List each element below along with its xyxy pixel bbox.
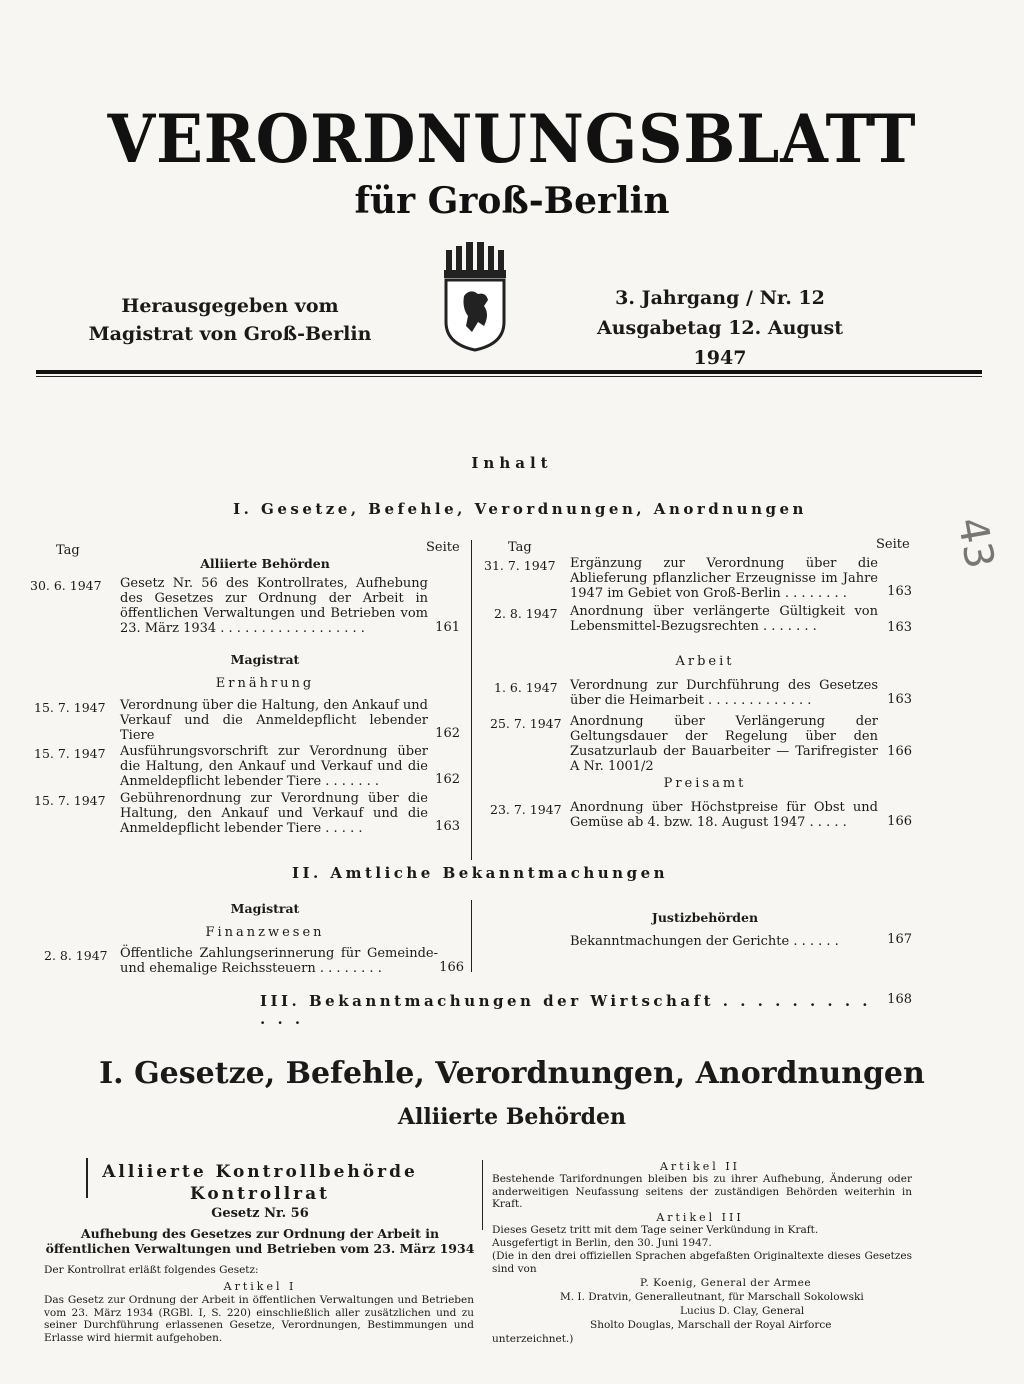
toc-s2-group-magistrat: Magistrat — [230, 901, 300, 916]
toc-page: 162 — [435, 772, 460, 787]
handwritten-margin-note: 43 — [948, 513, 1003, 573]
toc-entry-text: Anordnung über Höchstpreise für Obst und Gemüse ab 4. bzw. 18. August 1947 . . . . . — [570, 800, 878, 830]
toc-entry-text: Gebührenordnung zur Verordnung über die Haltung, den Ankauf und Verkauf und die Anmeldepflicht lebender Tiere . . . . . — [120, 791, 428, 836]
toc-page: 166 — [887, 744, 912, 759]
toc-page: 168 — [887, 992, 912, 1007]
issue-line1: 3. Jahrgang / Nr. 12 — [615, 287, 825, 309]
body-signature-note: (Die in den drei offiziellen Sprachen abgefaßten Originaltexte dieses Gesetzes sind von — [492, 1250, 912, 1275]
toc-sub-preisamt: Preisamt — [663, 776, 747, 791]
body-article2-heading: Artikel II — [659, 1160, 741, 1173]
col-seite-left: Seite — [426, 540, 460, 555]
issue-line2: Ausgabetag 12. August 1947 — [596, 317, 843, 369]
toc-section1-heading: I. Gesetze, Befehle, Verordnungen, Anordnungen — [233, 500, 807, 518]
col-seite-right: Seite — [876, 537, 910, 552]
body-article2-text: Bestehende Tarifordnungen bleiben bis zu ihrer Aufhebung, Änderung oder anderweitigen Neufassung seitens der zuständigen Behörden weiterhin in Kraft. — [492, 1173, 912, 1210]
newspaper-title: VERORDNUNGSBLATT — [107, 100, 917, 178]
body-signature-douglas: Sholto Douglas, Marschall der Royal Airforce — [590, 1319, 832, 1331]
body-signature-dratvin: M. I. Dratvin, Generalleutnant, für Marschall Sokolowski — [560, 1291, 864, 1303]
toc-date: 23. 7. 1947 — [490, 802, 562, 817]
toc-group-allied: Alliierte Behörden — [200, 556, 330, 571]
toc-date: 31. 7. 1947 — [484, 558, 556, 573]
toc-sub-finanzwesen: Finanzwesen — [205, 925, 325, 940]
toc-date: 15. 7. 1947 — [34, 700, 106, 715]
toc-page: 162 — [435, 726, 460, 741]
body-signature-koenig: P. Koenig, General der Armee — [640, 1277, 812, 1289]
publisher-line1: Herausgegeben vom — [121, 295, 339, 317]
toc-entry-text: Ergänzung zur Verordnung über die Ablieferung pflanzlicher Erzeugnisse im Jahre 1947 im Gebiet von Groß-Berlin . . . . . . . . — [570, 556, 878, 601]
issue-info — [570, 283, 870, 373]
toc-page: 163 — [435, 819, 460, 834]
toc-entry-text: Bekanntmachungen der Gerichte . . . . . . — [570, 934, 839, 949]
body-subheading: Alliierte Behörden — [397, 1104, 627, 1130]
toc-entry-text: Öffentliche Zahlungserinnerung für Gemeinde- und ehemalige Reichssteuern . . . . . . . . — [120, 946, 438, 976]
toc-date: 25. 7. 1947 — [490, 716, 562, 731]
toc-entry-text: Verordnung zur Durchführung des Gesetzes über die Heimarbeit . . . . . . . . . . . . . — [570, 678, 878, 708]
toc-page: 163 — [887, 692, 912, 707]
masthead-rule-thin — [36, 376, 982, 377]
toc-entry-text: Verordnung über die Haltung, den Ankauf und Verkauf und die Anmeldepflicht lebender Tiere — [120, 698, 428, 743]
toc-entry-text: Anordnung über verlängerte Gültigkeit von Lebensmittel-Bezugsrechten . . . . . . . — [570, 604, 878, 634]
berlin-coat-of-arms-icon — [438, 236, 512, 352]
body-article3-heading: Artikel III — [656, 1211, 744, 1224]
toc-page: 163 — [887, 584, 912, 599]
publisher-line2: Magistrat von Groß-Berlin — [88, 323, 372, 345]
toc-date: 30. 6. 1947 — [30, 578, 102, 593]
toc-heading: Inhalt — [471, 454, 553, 472]
body-signature-clay: Lucius D. Clay, General — [680, 1305, 805, 1317]
toc-entry-text: Anordnung über Verlängerung der Geltungsdauer der Regelung über den Zusatzurlaub der Bauarbeiter — Tarifregister A Nr. 1001/2 — [570, 714, 878, 774]
toc-entry-text: Ausführungsvorschrift zur Verordnung über die Haltung, den Ankauf und Verkauf und die Anmeldepflicht lebender Tiere . . . . . . . — [120, 744, 428, 789]
body-authority-heading: Alliierte Kontrollbehörde — [102, 1162, 418, 1182]
toc-date: 15. 7. 1947 — [34, 793, 106, 808]
newspaper-subtitle: für Groß-Berlin — [354, 180, 670, 222]
toc-date: 15. 7. 1947 — [34, 746, 106, 761]
body-signature-end: unterzeichnet.) — [492, 1333, 574, 1345]
body-article1-text: Das Gesetz zur Ordnung der Arbeit in öffentlichen Verwaltungen und Betrieben vom 23. März 1934 (RGBl. I, S. 220) einschließlich aller zusätzlichen und zu seiner Durchführung erlassenen Gesetze, Verordnungen, Bestimmungen und Erlasse wird hiermit aufgehoben. — [44, 1294, 474, 1344]
toc-section2-heading: II. Amtliche Bekanntmachungen — [291, 864, 669, 882]
toc-date: 2. 8. 1947 — [44, 948, 108, 963]
col-tag-right: Tag — [508, 540, 532, 555]
toc-date: 2. 8. 1947 — [494, 606, 558, 621]
toc-group-magistrat: Magistrat — [230, 652, 300, 667]
toc-page: 166 — [439, 960, 464, 975]
toc-entry-text: Gesetz Nr. 56 des Kontrollrates, Aufhebung des Gesetzes zur Ordnung der Arbeit in öffentlichen Verwaltungen und Betrieben vom 23. März 1934 . . . . . . . . . . . . . . . . . . — [120, 576, 428, 636]
masthead-rule — [36, 370, 982, 374]
toc-date: 1. 6. 1947 — [494, 680, 558, 695]
body-done-at: Ausgefertigt in Berlin, den 30. Juni 1947. — [492, 1237, 712, 1249]
publisher-info — [80, 292, 380, 348]
toc-page: 167 — [887, 932, 912, 947]
body-article1-heading: Artikel I — [223, 1280, 297, 1293]
body-column-divider — [482, 1160, 483, 1230]
toc-divider-s2 — [471, 900, 472, 972]
body-section-heading: I. Gesetze, Befehle, Verordnungen, Anordnungen — [99, 1056, 925, 1091]
toc-divider — [471, 540, 472, 860]
body-council-heading: Kontrollrat — [190, 1184, 330, 1204]
body-law-intro: Der Kontrollrat erläßt folgendes Gesetz: — [44, 1264, 259, 1276]
toc-page: 166 — [887, 814, 912, 829]
toc-s2-group-justiz: Justizbehörden — [651, 910, 759, 925]
body-law-title: Aufhebung des Gesetzes zur Ordnung der Arbeit in öffentlichen Verwaltungen und Betrieben vom 23. März 1934 — [45, 1226, 475, 1256]
body-law-number: Gesetz Nr. 56 — [211, 1206, 309, 1221]
toc-page: 161 — [435, 620, 460, 635]
toc-section3-heading: III. Bekanntmachungen der Wirtschaft . . . . . . . . . . . . — [260, 992, 872, 1028]
body-article3-text: Dieses Gesetz tritt mit dem Tage seiner Verkündung in Kraft. — [492, 1224, 819, 1236]
toc-sub-ernaehrung: Ernährung — [215, 676, 315, 691]
toc-sub-arbeit: Arbeit — [675, 654, 735, 669]
toc-page: 163 — [887, 620, 912, 635]
col-tag-left: Tag — [56, 543, 80, 558]
